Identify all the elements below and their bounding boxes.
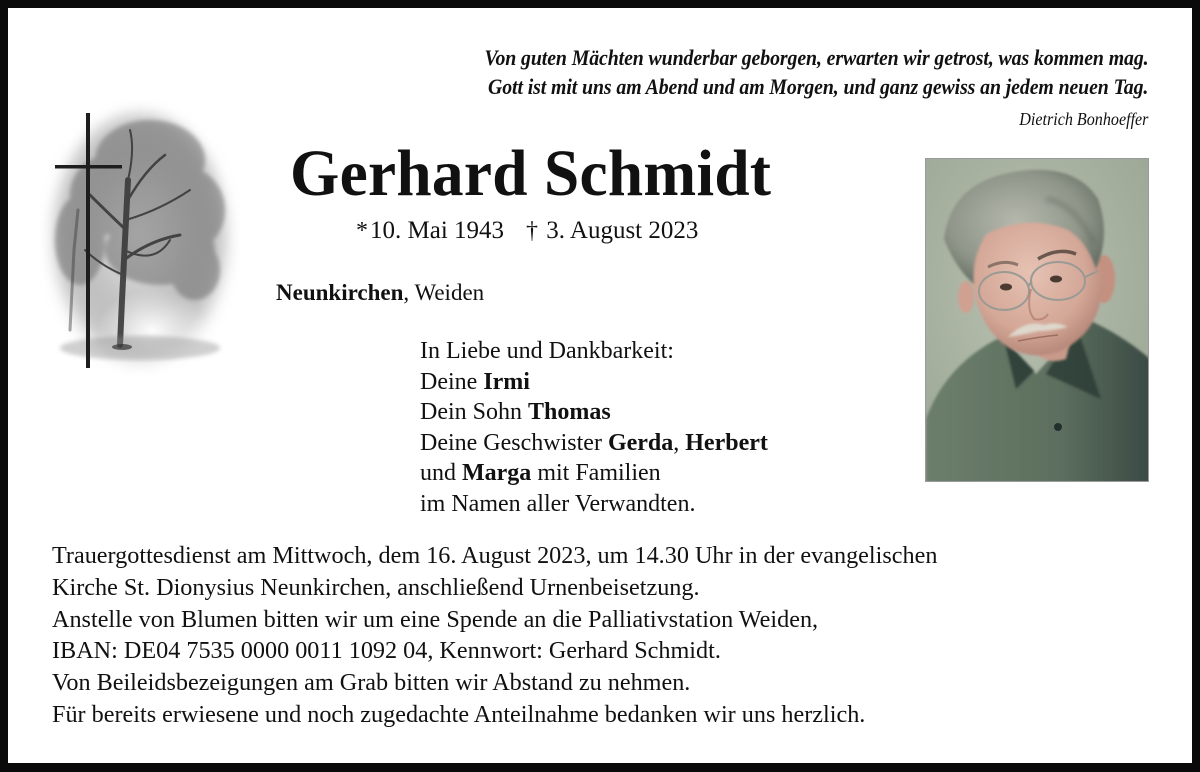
mourner-name: Thomas bbox=[528, 399, 611, 426]
mourner-suffix: mit Familien bbox=[531, 460, 661, 487]
deceased-name: Gerhard Schmidt bbox=[290, 137, 772, 210]
residence-separator: , bbox=[403, 280, 415, 305]
mourners-block bbox=[420, 336, 768, 520]
mourners-closing: im Namen aller Verwandten. bbox=[420, 490, 696, 517]
quote-line-2: Gott ist mit uns am Abend und am Morgen, und ganz gewiss an jedem neuen Tag. bbox=[487, 74, 1148, 99]
mourner-name: Marga bbox=[462, 460, 532, 487]
residence-primary: Neunkirchen bbox=[276, 280, 404, 305]
mourner-prefix: und bbox=[420, 460, 462, 487]
notice-line-4-iban: IBAN: DE04 7535 0000 0011 1092 04, Kennwort: Gerhard Schmidt. bbox=[52, 637, 721, 665]
mourner-line-4 bbox=[420, 458, 768, 489]
notice-line-5: Von Beileidsbezeigungen am Grab bitten wir Abstand zu nehmen. bbox=[52, 669, 691, 697]
mourner-prefix: Deine bbox=[420, 368, 484, 395]
quote-author: Dietrich Bonhoeffer bbox=[1018, 109, 1148, 129]
mourner-line-3 bbox=[420, 428, 768, 459]
mourner-name: Herbert bbox=[685, 429, 768, 456]
mourners-intro: In Liebe und Dankbarkeit: bbox=[420, 338, 674, 364]
quote-line-1: Von guten Mächten wunderbar geborgen, erwarten wir getrost, was kommen mag. bbox=[484, 45, 1148, 70]
mourner-prefix: Dein Sohn bbox=[420, 399, 528, 426]
mourner-name: Gerda bbox=[607, 429, 674, 456]
notice-line-2: Kirche St. Dionysius Neunkirchen, anschließend Urnenbeisetzung. bbox=[52, 573, 700, 601]
notice-line-6: Für bereits erwiesene und noch zugedachte Anteilnahme bedanken wir uns herzlich. bbox=[52, 700, 866, 728]
residence bbox=[276, 278, 484, 308]
mourner-separator: , bbox=[673, 429, 686, 456]
mourner-name: Irmi bbox=[483, 368, 530, 395]
mourner-line-2 bbox=[420, 397, 768, 428]
birth-date: 10. Mai 1943 bbox=[370, 217, 505, 244]
birth-star-icon: * bbox=[356, 218, 368, 244]
death-cross-icon: † bbox=[526, 218, 539, 244]
residence-secondary: Weiden bbox=[414, 280, 485, 305]
cross-icon bbox=[86, 113, 90, 368]
life-dates bbox=[356, 215, 698, 247]
notice-line-3: Anstelle von Blumen bitten wir um eine Spende an die Palliativstation Weiden, bbox=[52, 605, 819, 633]
mourner-line-1 bbox=[420, 367, 768, 398]
notice-line-1: Trauergottesdienst am Mittwoch, dem 16. August 2023, um 14.30 Uhr in der evangelischen bbox=[52, 542, 938, 569]
death-date: 3. August 2023 bbox=[546, 217, 699, 244]
portrait-photo bbox=[925, 158, 1149, 482]
service-notice bbox=[52, 540, 937, 731]
mourner-prefix: Deine Geschwister bbox=[420, 429, 608, 456]
cross-tree-image bbox=[40, 100, 240, 390]
